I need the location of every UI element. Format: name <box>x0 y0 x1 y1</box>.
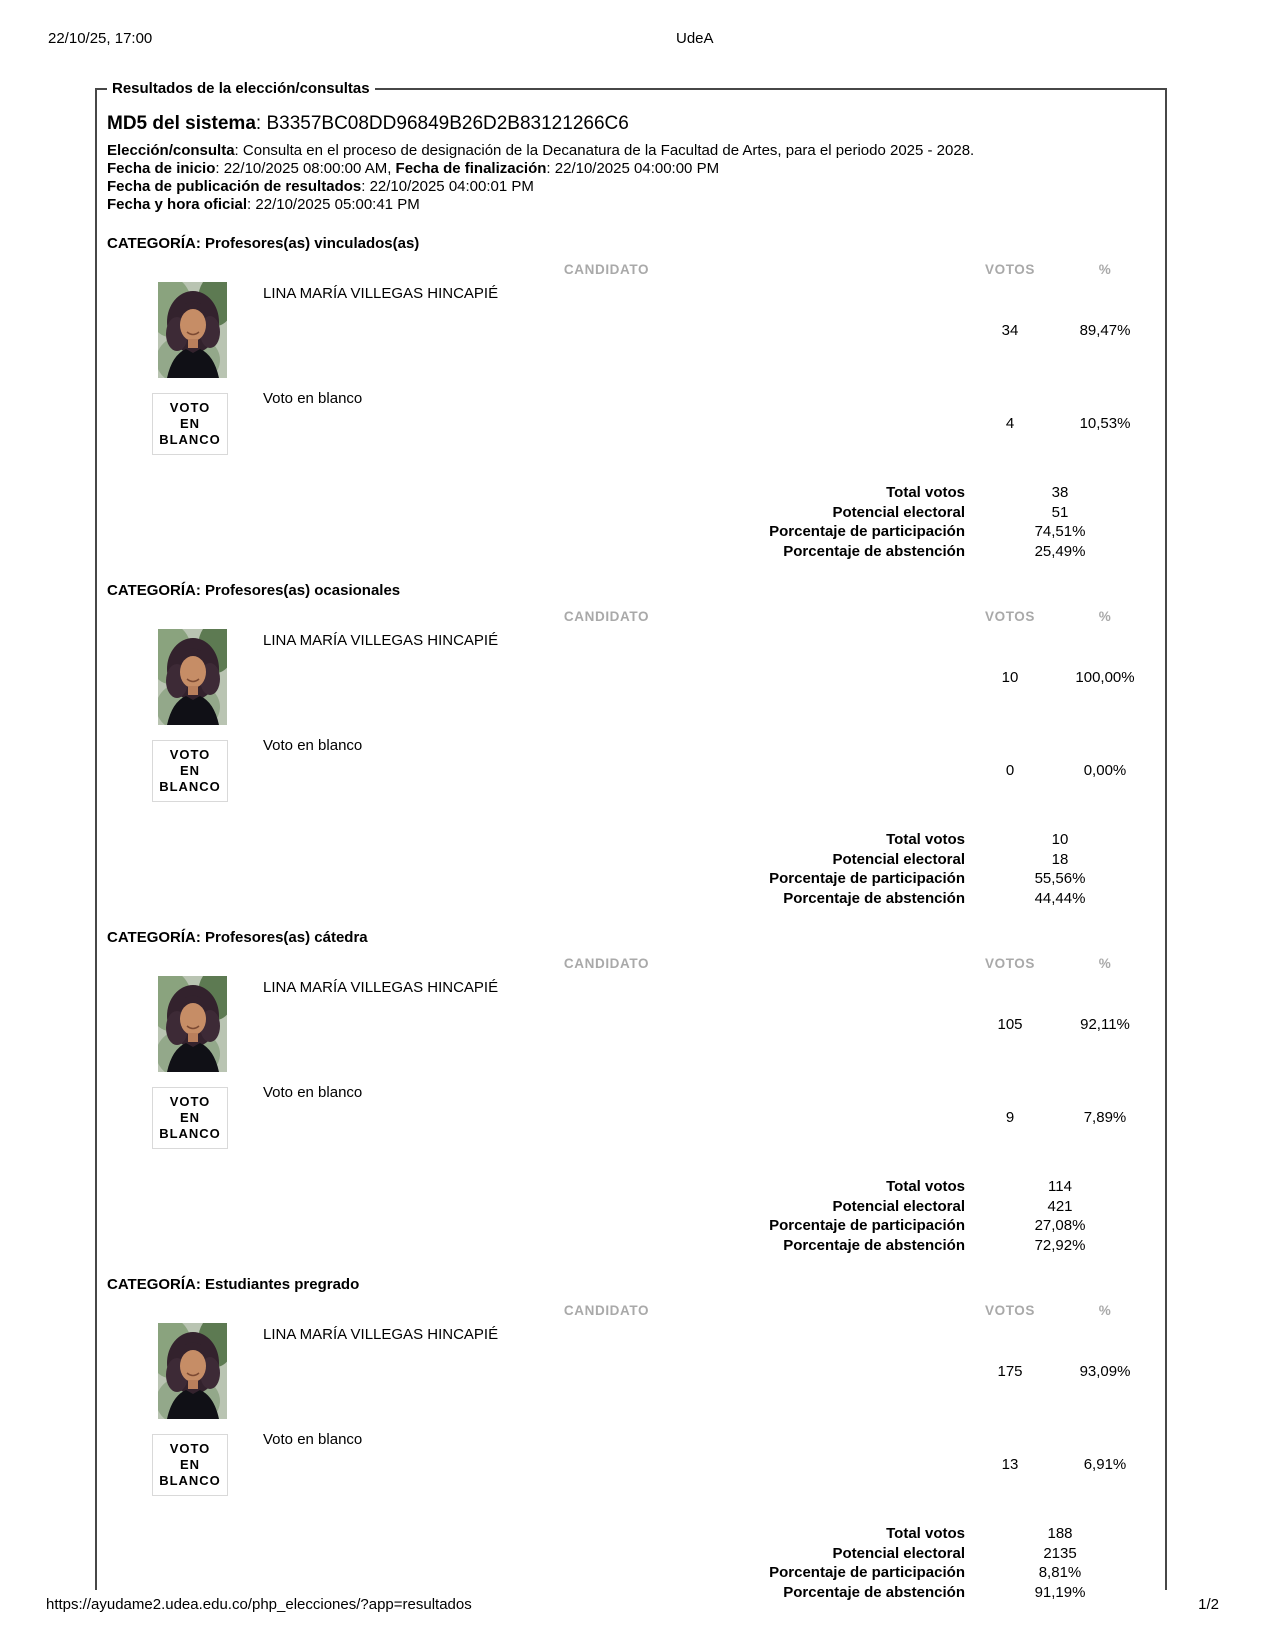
blank-votes: 4 <box>1005 414 1015 432</box>
candidate-row <box>107 282 1155 378</box>
participation-label: Porcentaje de participación <box>769 1217 965 1234</box>
blank-vote-label: Voto en blanco <box>263 1084 363 1101</box>
blank-vote-label: Voto en blanco <box>263 737 363 754</box>
potential-value: 51 <box>1051 503 1069 521</box>
participation-label: Porcentaje de participación <box>769 1564 965 1581</box>
potential-value: 421 <box>1047 1197 1073 1215</box>
print-footer-page-indicator: 1/2 <box>1198 1596 1219 1613</box>
publish-date-label: Fecha de publicación de resultados <box>107 178 362 195</box>
results-fieldset <box>95 80 1167 1601</box>
category-title: CATEGORÍA: Profesores(as) vinculados(as) <box>107 235 420 252</box>
official-time-line <box>107 196 1155 214</box>
blank-vote-image-text: BLANCO <box>159 779 221 794</box>
md5-label: MD5 del sistema <box>107 113 256 134</box>
blank-votes: 9 <box>1005 1108 1015 1126</box>
election-line <box>107 142 1155 160</box>
participation-value: 27,08% <box>1034 1217 1086 1234</box>
blank-vote-image-text: VOTO <box>169 1094 211 1109</box>
column-header-candidato: CANDIDATO <box>563 262 650 277</box>
blank-vote-row <box>107 387 1155 459</box>
candidate-percent: 93,09% <box>1079 1362 1131 1380</box>
column-header-candidato: CANDIDATO <box>563 609 650 624</box>
candidate-photo <box>158 976 263 1072</box>
end-date-value: 22/10/2025 04:00:00 PM <box>554 160 720 177</box>
participation-value: 55,56% <box>1034 870 1086 887</box>
column-header-votos: VOTOS <box>984 609 1035 624</box>
abstention-value: 91,19% <box>1034 1583 1086 1601</box>
results-table-header <box>107 957 1155 971</box>
candidate-name: LINA MARÍA VILLEGAS HINCAPIÉ <box>263 632 499 649</box>
blank-percent: 7,89% <box>1083 1108 1127 1126</box>
publish-date-value: 22/10/2025 04:00:01 PM <box>369 178 534 195</box>
category-section <box>107 235 1155 561</box>
blank-vote-label: Voto en blanco <box>263 390 363 407</box>
candidate-votes: 34 <box>1001 321 1019 339</box>
blank-vote-image-text: VOTO <box>169 1441 211 1456</box>
category-title: CATEGORÍA: Profesores(as) ocasionales <box>107 582 401 599</box>
column-header-candidato: CANDIDATO <box>563 1303 650 1318</box>
colon-separator: : <box>247 196 256 213</box>
print-footer-url: https://ayudame2.udea.edu.co/php_elecciones/?app=resultados <box>46 1596 472 1613</box>
results-table-header <box>107 1304 1155 1318</box>
blank-votes: 0 <box>1005 761 1015 779</box>
abstention-value: 25,49% <box>1034 542 1086 560</box>
blank-votes: 13 <box>1001 1455 1019 1473</box>
election-value: Consulta en el proceso de designación de la Decanatura de la Facultad de Artes, para el periodo 2025 - 2028. <box>242 142 975 159</box>
blank-vote-image-text: BLANCO <box>159 432 221 447</box>
start-date-value: 22/10/2025 08:00:00 AM <box>223 160 388 177</box>
totals-block <box>107 483 1155 561</box>
candidate-row <box>107 629 1155 725</box>
print-header-datetime: 22/10/25, 17:00 <box>48 30 153 47</box>
candidate-photo <box>158 1323 263 1419</box>
results-table-header <box>107 610 1155 624</box>
print-header-site-title: UdeA <box>676 30 714 47</box>
candidate-votes: 175 <box>997 1362 1023 1380</box>
column-header-votos: VOTOS <box>984 262 1035 277</box>
blank-vote-image <box>158 387 263 459</box>
blank-percent: 0,00% <box>1083 761 1127 779</box>
end-date-label: Fecha de finalización <box>395 160 547 177</box>
fieldset-legend: Resultados de la elección/consultas <box>107 80 375 97</box>
blank-vote-image <box>158 1428 263 1500</box>
blank-vote-image-text: EN <box>179 1457 201 1472</box>
blank-vote-image-text: EN <box>179 1110 201 1125</box>
total-votes-value: 188 <box>1047 1525 1073 1542</box>
potential-label: Potencial electoral <box>832 1544 965 1562</box>
potential-label: Potencial electoral <box>832 503 965 521</box>
totals-block <box>107 830 1155 908</box>
column-header-votos: VOTOS <box>984 1303 1035 1318</box>
category-title: CATEGORÍA: Estudiantes pregrado <box>107 1276 360 1293</box>
column-header-percent: % <box>1098 609 1112 624</box>
potential-value: 18 <box>1051 850 1069 868</box>
participation-label: Porcentaje de participación <box>769 870 965 887</box>
total-votes-label: Total votos <box>886 484 965 501</box>
participation-value: 74,51% <box>1034 523 1086 540</box>
blank-vote-image <box>158 734 263 806</box>
total-votes-label: Total votos <box>886 1178 965 1195</box>
category-title: CATEGORÍA: Profesores(as) cátedra <box>107 929 368 946</box>
blank-vote-row <box>107 1081 1155 1153</box>
md5-value: B3357BC08DD96849B26D2B83121266C6 <box>266 113 629 134</box>
candidate-photo <box>158 282 263 378</box>
column-header-percent: % <box>1098 262 1112 277</box>
blank-vote-image-text: VOTO <box>169 747 211 762</box>
blank-vote-image-text: VOTO <box>169 400 211 415</box>
total-votes-value: 10 <box>1051 831 1069 848</box>
abstention-label: Porcentaje de abstención <box>783 542 965 560</box>
candidate-name: LINA MARÍA VILLEGAS HINCAPIÉ <box>263 1326 499 1343</box>
comma-separator: , <box>387 160 396 177</box>
candidate-votes: 10 <box>1001 668 1019 686</box>
category-section <box>107 929 1155 1255</box>
participation-label: Porcentaje de participación <box>769 523 965 540</box>
colon-separator: : <box>255 113 267 134</box>
blank-vote-image-text: EN <box>179 763 201 778</box>
potential-label: Potencial electoral <box>832 850 965 868</box>
totals-block <box>107 1524 1155 1602</box>
official-time-value: 22/10/2025 05:00:41 PM <box>255 196 420 213</box>
blank-vote-row <box>107 734 1155 806</box>
dates-line <box>107 160 1155 178</box>
total-votes-value: 114 <box>1048 1178 1072 1195</box>
candidate-percent: 92,11% <box>1080 1015 1130 1033</box>
blank-percent: 10,53% <box>1079 414 1131 432</box>
colon-separator: : <box>546 160 555 177</box>
candidate-percent: 89,47% <box>1079 321 1131 339</box>
column-header-votos: VOTOS <box>984 956 1035 971</box>
category-section <box>107 1276 1155 1602</box>
blank-vote-row <box>107 1428 1155 1500</box>
blank-vote-image-text: EN <box>179 416 201 431</box>
participation-value: 8,81% <box>1038 1564 1082 1581</box>
abstention-label: Porcentaje de abstención <box>783 1236 965 1254</box>
colon-separator: : <box>215 160 224 177</box>
candidate-votes: 105 <box>997 1015 1023 1033</box>
md5-line <box>107 112 1155 135</box>
totals-block <box>107 1177 1155 1255</box>
colon-separator: : <box>361 178 370 195</box>
abstention-label: Porcentaje de abstención <box>783 1583 965 1601</box>
candidate-row <box>107 976 1155 1072</box>
abstention-value: 44,44% <box>1034 889 1086 907</box>
category-section <box>107 582 1155 908</box>
abstention-value: 72,92% <box>1034 1236 1086 1254</box>
blank-vote-label: Voto en blanco <box>263 1431 363 1448</box>
candidate-name: LINA MARÍA VILLEGAS HINCAPIÉ <box>263 979 499 996</box>
candidate-name: LINA MARÍA VILLEGAS HINCAPIÉ <box>263 285 499 302</box>
candidate-row <box>107 1323 1155 1419</box>
blank-vote-image <box>158 1081 263 1153</box>
blank-vote-image-text: BLANCO <box>159 1473 221 1488</box>
colon-separator: : <box>234 142 243 159</box>
candidate-percent: 100,00% <box>1075 668 1135 686</box>
potential-label: Potencial electoral <box>832 1197 965 1215</box>
column-header-candidato: CANDIDATO <box>563 956 650 971</box>
blank-vote-image-text: BLANCO <box>159 1126 221 1141</box>
column-header-percent: % <box>1098 956 1112 971</box>
total-votes-value: 38 <box>1051 484 1069 501</box>
potential-value: 2135 <box>1043 1544 1077 1562</box>
column-header-percent: % <box>1098 1303 1112 1318</box>
results-table-header <box>107 263 1155 277</box>
candidate-photo <box>158 629 263 725</box>
official-time-label: Fecha y hora oficial <box>107 196 248 213</box>
publish-line <box>107 178 1155 196</box>
abstention-label: Porcentaje de abstención <box>783 889 965 907</box>
total-votes-label: Total votos <box>886 831 965 848</box>
start-date-label: Fecha de inicio <box>107 160 216 177</box>
total-votes-label: Total votos <box>886 1525 965 1542</box>
blank-percent: 6,91% <box>1083 1455 1127 1473</box>
election-label: Elección/consulta <box>107 142 235 159</box>
